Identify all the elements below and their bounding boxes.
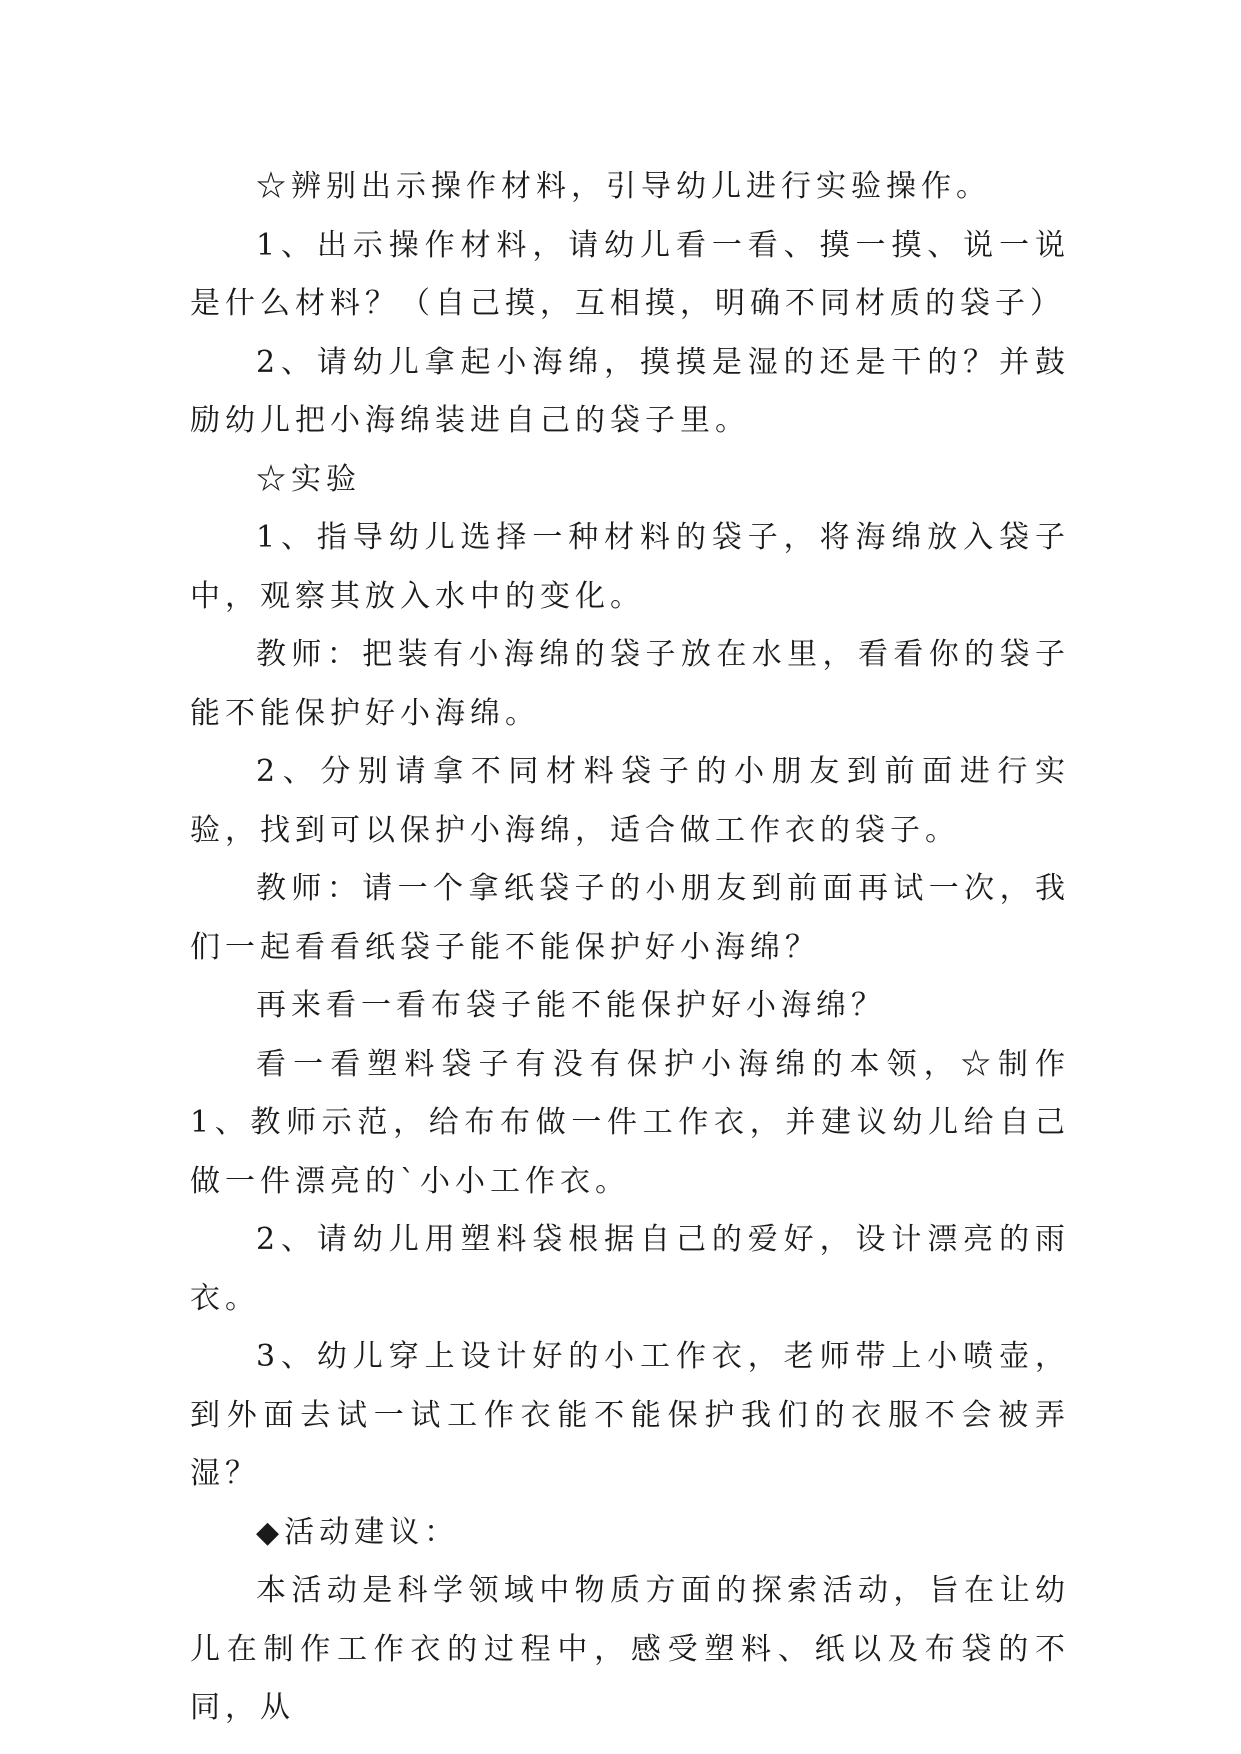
paragraph-material-intro: ☆辨别出示操作材料，引导幼儿进行实验操作。	[256, 169, 991, 204]
paragraph-suggestions-heading: ◆活动建议：	[256, 1514, 460, 1550]
paragraph-suggestions-body: 本活动是科学领域中物质方面的探索活动，旨在让幼儿在制作工作衣的过程中，感受塑料、纸以及布袋的不同，从	[190, 1573, 1070, 1725]
paragraph-experiment-heading: ☆实验	[256, 461, 361, 497]
paragraph-plastic-bag-and-making: 看一看塑料袋子有没有保护小海绵的本领，☆制作1、教师示范，给布布做一件工作衣，并建议幼儿给自己做一件漂亮的`小小工作衣。	[190, 1046, 1070, 1199]
paragraph-experiment-step-1: 1、指导幼儿选择一种材料的袋子，将海绵放入袋子中，观察其放入水中的变化。	[190, 520, 1070, 614]
paragraph-teacher-prompt-2: 教师：请一个拿纸袋子的小朋友到前面再试一次，我们一起看看纸袋子能不能保护好小海绵？	[190, 871, 1070, 965]
paragraph-cloth-bag: 再来看一看布袋子能不能保护好小海绵？	[256, 988, 886, 1023]
paragraph-step-show-materials: 1、出示操作材料，请幼儿看一看、摸一摸、说一说是什么材料？（自己摸，互相摸，明确不同材质的袋子）	[190, 227, 1070, 321]
paragraph-making-step-3: 3、幼儿穿上设计好的小工作衣，老师带上小喷壶，到外面去试一试工作衣能不能保护我们的衣服不会被弄湿？	[190, 1339, 1070, 1491]
document-body	[190, 158, 1070, 1738]
paragraph-teacher-prompt-1: 教师：把装有小海绵的袋子放在水里，看看你的袋子能不能保护好小海绵。	[190, 637, 1070, 731]
paragraph-experiment-step-2: 2、分别请拿不同材料袋子的小朋友到前面进行实验，找到可以保护小海绵，适合做工作衣的袋子。	[190, 754, 1070, 848]
paragraph-step-sponge: 2、请幼儿拿起小海绵，摸摸是湿的还是干的？并鼓励幼儿把小海绵装进自己的袋子里。	[190, 344, 1070, 438]
paragraph-making-step-2: 2、请幼儿用塑料袋根据自己的爱好，设计漂亮的雨衣。	[190, 1222, 1070, 1316]
